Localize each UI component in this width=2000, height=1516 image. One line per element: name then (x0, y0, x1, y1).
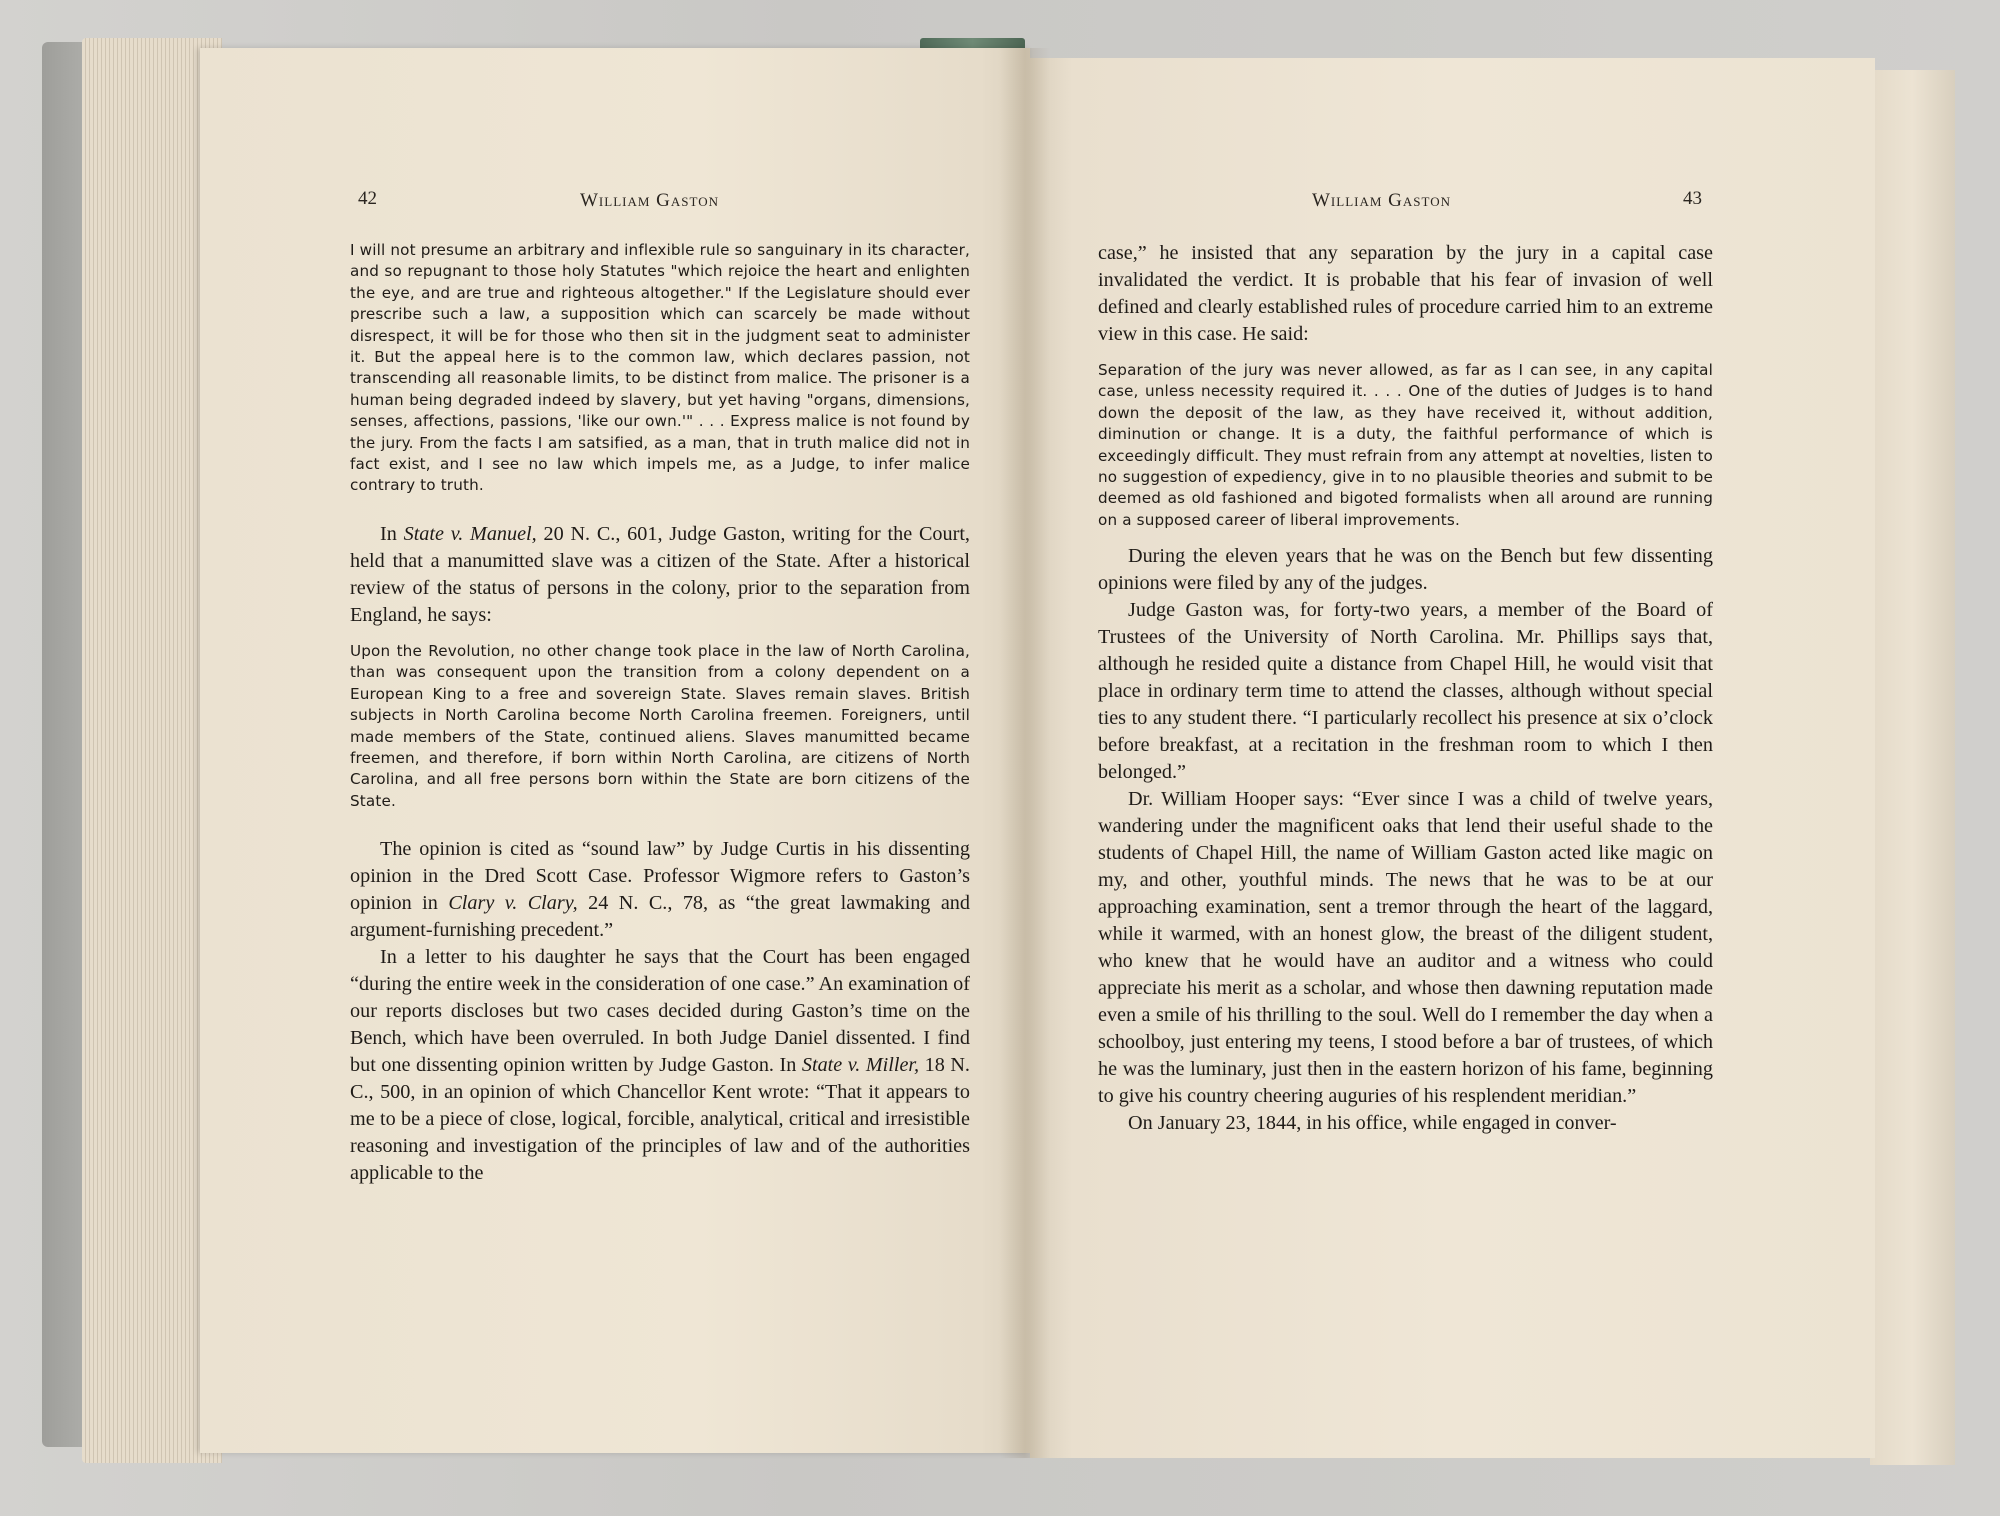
left-p1-text-cont: 20 N. C., 601, Judge Gaston, writing for the Court, held that a manumitted slave was a citizen of the State. After a historical review of the status of persons in the colony, prior to the separation from England, he says: (350, 522, 970, 626)
left-p2-text: The opinion is cited as “sound law” by Judge Curtis in his dissenting opinion in the Dred Scott Case. Professor Wigmore refers to Gaston’s opinion in (350, 838, 970, 915)
case-citation-state-v-manuel: State v. Manuel, (403, 522, 537, 545)
spine-shadow (1000, 48, 1050, 1458)
left-block-quote-1: I will not presume an arbitrary and inflexible rule so sanguinary in its character, and so repugnant to those holy Statutes "which rejoice the heart and enlighten the eye, and are true and righteous altogether." If the Legislature should ever prescribe such a law, a supposition which can scarcely be made without disrespect, it will be for those who then sit in the judgment seat to administer it. But the appeal here is to the common law, which declares passion, not transcending all reasonable limits, to be distinct from malice. The prisoner is a human being degraded indeed by slavery, but yet having "organs, dimensions, senses, affections, passions, 'like our own.'" . . . Express malice is not found by the jury. From the facts I am satsified, as a man, that in truth malice did not in fact exist, and I see no law which impels me, as a Judge, to infer malice contrary to truth. (350, 241, 970, 495)
left-paragraph-2 (350, 836, 970, 944)
right-paragraph-5: On January 23, 1844, in his office, while engaged in conver- (1128, 1112, 1617, 1135)
right-paragraph-1: case,” he insisted that any separation by the jury in a capital case invalidated the verdict. It is probable that his fear of invasion of well defined and clearly established rules of procedure carried him to an extreme view in this case. He said: (1098, 242, 1713, 345)
left-p3-text: In a letter to his daughter he says that the Court has been engaged “during the entire week in the consideration of one case.” An examination of our reports discloses but two cases decided during Gaston’s time on the Bench, which have been overruled. In both Judge Daniel dissented. I find but one dissenting opinion written by Judge Gaston. In (350, 946, 970, 1077)
right-page-number: 43 (1683, 188, 1702, 209)
left-paragraph-3 (350, 944, 970, 1187)
left-paragraph-1 (350, 521, 970, 629)
right-page-text (1098, 240, 1713, 1137)
case-citation-state-v-miller: State v. Miller, (801, 1054, 920, 1077)
left-p3-text-cont: 18 N. C., 500, in an opinion of which Chancellor Kent wrote: “That it appears to me to be a piece of close, logical, forcible, analytical, critical and irresistible reasoning and investigation of the principles of law and of the authorities applicable to the (350, 1054, 970, 1185)
left-p2-text-cont: 24 N. C., 78, as “the great lawmaking and argument-furnishing precedent.” (350, 892, 970, 942)
right-paragraph-2: During the eleven years that he was on the Bench but few dissenting opinions were filed by any of the judges. (1098, 545, 1713, 595)
left-p1-text: In (380, 522, 404, 545)
right-paragraph-4: Dr. William Hooper says: “Ever since I was a child of twelve years, wandering under the magnificent oaks that lend their useful shade to the students of Chapel Hill, the name of William Gaston acted like magic on my, and other, youthful minds. The news that he was to be at our approaching examination, sent a tremor through the heart of the laggard, while it warmed, with an honest glow, the breast of the diligent student, who knew that he would have an auditor and a witness who could appreciate his merit as a scholar, and whose then dawning reputation made even a smile of his thrilling to the soul. Well do I remember the day when a schoolboy, just entering my teens, I stood before a bar of trustees, of which he was the luminary, just then in the eastern horizon of his fame, beginning to give his country cheering auguries of his resplendent meridian.” (1098, 788, 1713, 1108)
left-page-number: 42 (358, 188, 377, 209)
left-block-quote-2: Upon the Revolution, no other change took place in the law of North Carolina, than was consequent upon the transition from a colony dependent on a European King to a free and sovereign State. Slaves remain slaves. British subjects in North Carolina become North Carolina freemen. Foreigners, until made members of the State, continued aliens. Slaves manumitted became freemen, and therefore, if born within North Carolina, are citizens of North Carolina, and all free persons born within the State are born citizens of the State. (350, 641, 970, 810)
right-block-quote-1: Separation of the jury was never allowed, as far as I can see, in any capital case, unless necessity required it. . . . One of the duties of Judges is to hand down the deposit of the law, as they have received it, without addition, diminution or change. It is a duty, the faithful performance of which is exceedingly difficult. They must refrain from any attempt at novelties, listen to no suggestion of expediency, give in to no plausible theories and submit to be deemed as old fashioned and bigoted formalists when all around are running on a supposed career of liberal improvements. (1098, 361, 1713, 529)
right-page-edges (1870, 70, 1955, 1465)
case-citation-clary-v-clary: Clary v. Clary, (448, 892, 578, 915)
left-running-head: William Gaston (580, 190, 719, 211)
right-running-head: William Gaston (1312, 190, 1451, 211)
left-page-text (350, 240, 970, 1187)
right-paragraph-3: Judge Gaston was, for forty-two years, a member of the Board of Trustees of the University of North Carolina. Mr. Phillips says that, although he resided quite a distance from Chapel Hill, he would visit that place in ordinary term time to attend the classes, although without special ties to any student there. “I particularly recollect his presence at six o’clock before breakfast, at a recitation in the freshman room to which I then belonged.” (1098, 599, 1713, 784)
